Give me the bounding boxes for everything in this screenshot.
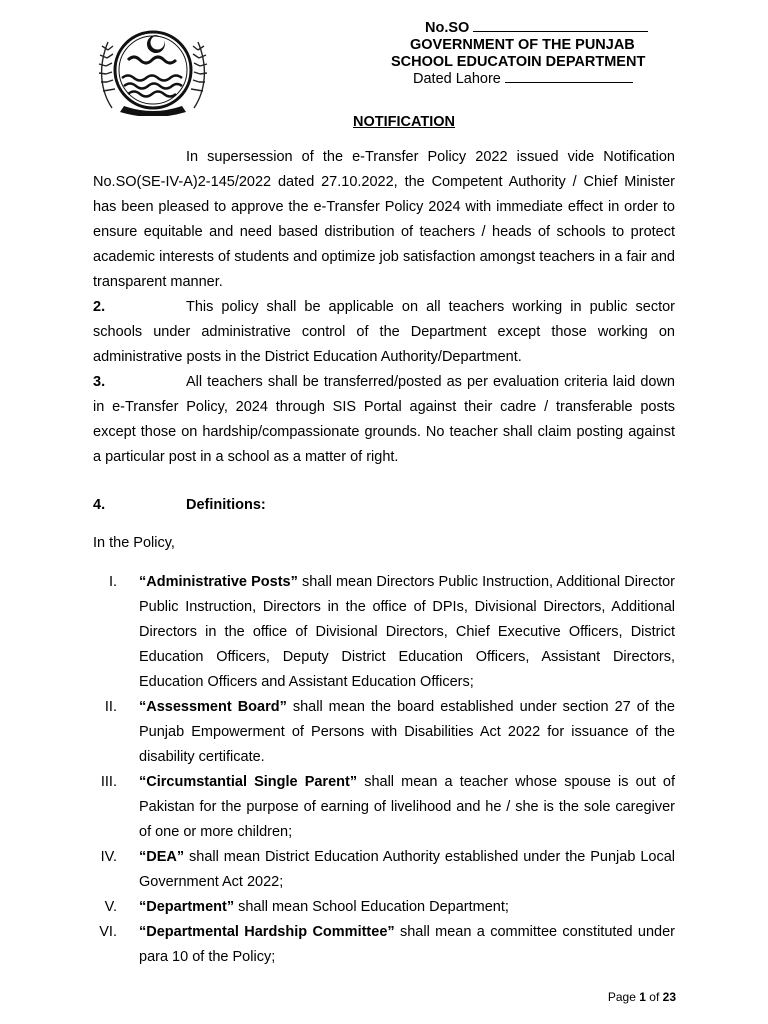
notification-number-label: No.SO <box>425 20 470 36</box>
definition-term: “Circumstantial Single Parent” <box>139 774 358 790</box>
paragraph-3-text: All teachers shall be transferred/posted as per evaluation criteria laid down in e-Transfer Policy, 2024 through SIS Portal against their cadre / transferable posts except those on hardship/compassionate grounds. No teacher shall claim posting against a particular post in a school as a matter of right. <box>93 374 675 465</box>
definition-item <box>93 895 675 920</box>
definition-item <box>93 770 675 845</box>
paragraph-3 <box>93 370 675 470</box>
dated-line <box>380 71 680 88</box>
page-label: Page <box>607 990 636 1004</box>
definition-number: III. <box>100 774 117 790</box>
notification-title: NOTIFICATION <box>352 114 456 130</box>
notification-number-line <box>380 20 680 37</box>
definition-text: shall mean School Education Department; <box>234 899 509 915</box>
definition-term: “Assessment Board” <box>139 699 287 715</box>
of-label: of <box>649 990 660 1004</box>
definition-number: I. <box>108 574 117 590</box>
definitions-list <box>93 570 675 970</box>
definition-number: II. <box>104 699 117 715</box>
government-title: GOVERNMENT OF THE PUNJAB <box>410 37 635 53</box>
definition-number: V. <box>104 899 117 915</box>
definition-number: IV. <box>100 849 117 865</box>
paragraph-4-number: 4. <box>93 497 106 513</box>
letterhead <box>380 20 680 88</box>
page-current: 1 <box>639 990 646 1004</box>
definition-item <box>93 695 675 770</box>
definitions-heading-text: Definitions: <box>186 497 266 513</box>
paragraph-2-text: This policy shall be applicable on all teachers working in public sector schools under administrative control of the Department except those working on administrative posts in the District Education Authority/Department. <box>93 299 675 365</box>
notification-number-blank <box>473 20 648 32</box>
definition-item <box>93 570 675 695</box>
page-footer <box>608 990 676 1004</box>
paragraph-2 <box>93 295 675 370</box>
definition-number: VI. <box>99 924 117 940</box>
definition-text: shall mean Directors Public Instruction, Additional Director Public Instruction, Directors in the office of DPIs, Divisional Directors, Additional Directors in the office of Divisional Directors, Chief Executive Officers, District Education Officers, Deputy District Education Officers, Assistant Directors, Education Officers and Assistant Education Officers; <box>139 574 675 690</box>
definition-text: shall mean a teacher whose spouse is out of Pakistan for the purpose of earning of livelihood and he / she is the sole caregiver of one or more children; <box>139 774 676 840</box>
punjab-government-emblem <box>94 20 212 116</box>
in-the-policy-text: In the Policy, <box>93 535 175 551</box>
definition-term: “Department” <box>139 899 235 915</box>
paragraph-1: In supersession of the e-Transfer Policy 2022 issued vide Notification No.SO(SE-IV-A)2-145/2022 dated 27.10.2022, the Competent Authority / Chief Minister has been pleased to approve the e-Transfer Policy 2024 with immediate effect in order to ensure equitable and need based distribution of teachers / heads of schools to protect academic interests of students and optimize job satisfaction amongst teachers in a fair and transparent manner. <box>93 149 675 290</box>
definition-text: shall mean District Education Authority established under the Punjab Local Government Act 2022; <box>139 849 675 890</box>
definition-text: shall mean a committee constituted under para 10 of the Policy; <box>139 924 675 965</box>
definition-term: “Departmental Hardship Committee” <box>139 924 395 940</box>
date-blank <box>505 71 633 83</box>
definition-item <box>93 920 675 970</box>
definitions-heading <box>93 493 675 518</box>
dated-label: Dated Lahore <box>413 71 501 87</box>
department-title: SCHOOL EDUCATOIN DEPARTMENT <box>391 54 646 70</box>
definition-term: “Administrative Posts” <box>139 574 298 590</box>
definition-term: “DEA” <box>139 849 185 865</box>
document-body <box>93 145 675 970</box>
paragraph-2-number: 2. <box>93 299 106 315</box>
paragraph-3-number: 3. <box>93 374 106 390</box>
definition-text: shall mean the board established under section 27 of the Punjab Empowerment of Persons with Disabilities Act 2022 for issuance of the disability certificate. <box>139 699 676 765</box>
page-total: 23 <box>662 990 676 1004</box>
definition-item <box>93 845 675 895</box>
